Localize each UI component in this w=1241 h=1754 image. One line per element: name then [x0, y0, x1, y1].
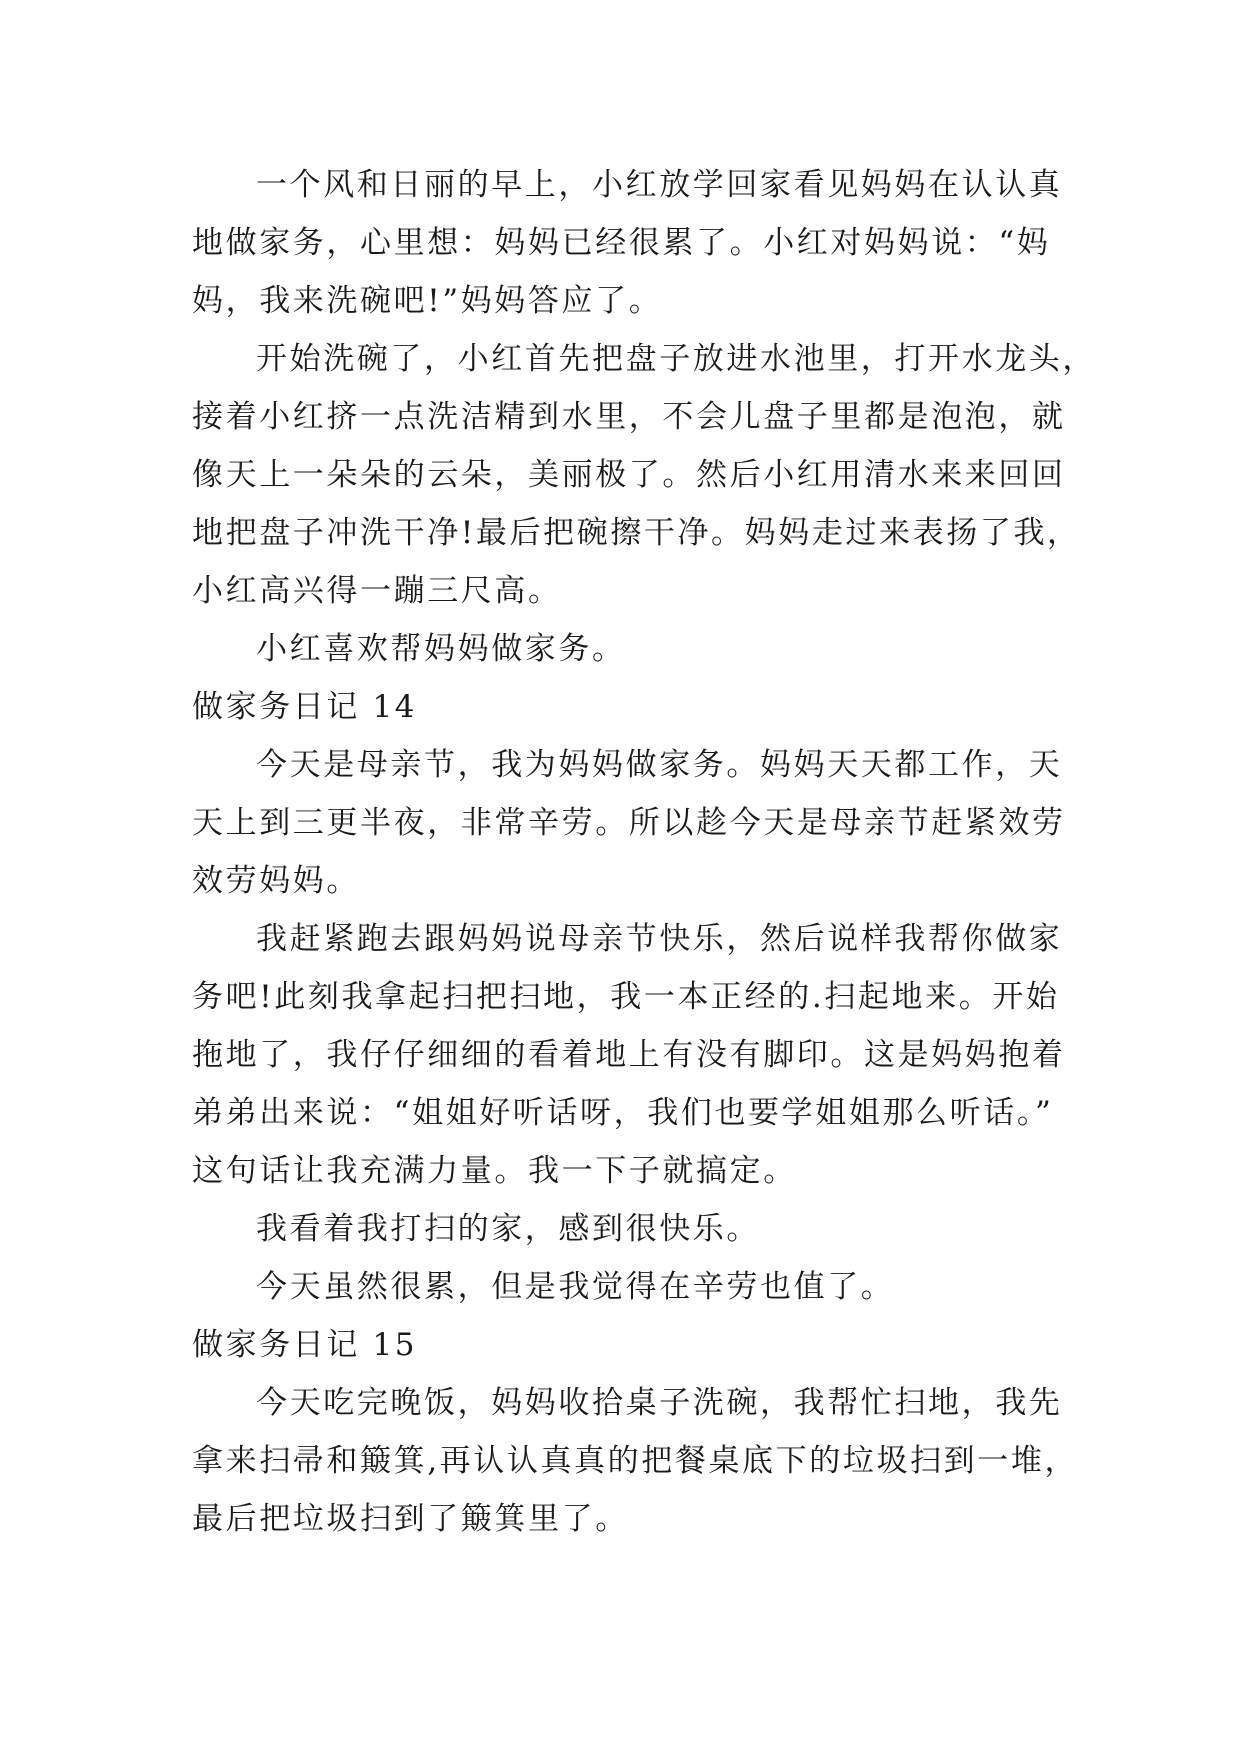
paragraph: [192, 1374, 1079, 1548]
paragraph-line: 拖地了，我仔仔细细的看着地上有没有脚印。这是妈妈抱着: [192, 1037, 1066, 1073]
paragraph-line: 今天虽然很累，但是我觉得在辛劳也值了。: [256, 1269, 895, 1305]
paragraph-line: 地把盘子冲洗干净!最后把碗擦干净。妈妈走过来表扬了我，: [192, 515, 1081, 551]
paragraph-line: 我赶紧跑去跟妈妈说母亲节快乐，然后说样我帮你做家: [256, 921, 1063, 957]
paragraph-line: 地做家务，心里想：妈妈已经很累了。小红对妈妈说：“妈: [192, 225, 1051, 261]
paragraph: [192, 910, 1066, 1200]
paragraph-line: 今天吃完晚饭，妈妈收拾桌子洗碗，我帮忙扫地，我先: [256, 1385, 1063, 1421]
document-body: [192, 156, 1096, 1548]
paragraph-line: 今天是母亲节，我为妈妈做家务。妈妈天天都工作，天: [256, 747, 1063, 783]
section-heading: 做家务日记 14: [192, 689, 418, 725]
paragraph: [192, 736, 1066, 910]
paragraph-line: 天上到三更半夜，非常辛劳。所以趁今天是母亲节赶紧效劳: [192, 805, 1066, 841]
paragraph-line: 这句话让我充满力量。我一下子就搞定。: [192, 1153, 797, 1189]
paragraph: [192, 330, 1096, 620]
paragraph-line: 务吧!此刻我拿起扫把扫地，我一本正经的.扫起地来。开始: [192, 979, 1060, 1015]
section-heading: 做家务日记 15: [192, 1327, 418, 1363]
paragraph-line: 像天上一朵朵的云朵，美丽极了。然后小红用清水来来回回: [192, 457, 1066, 493]
paragraph: [192, 620, 1054, 678]
paragraph-line: 小红高兴得一蹦三尺高。: [192, 573, 562, 609]
paragraph: [192, 1200, 1054, 1258]
paragraph-line: 一个风和日丽的早上，小红放学回家看见妈妈在认认真: [256, 167, 1063, 203]
paragraph-line: 弟弟出来说：“姐姐好听话呀，我们也要学姐姐那么听话。”: [192, 1095, 1054, 1131]
paragraph-line: 开始洗碗了，小红首先把盘子放进水池里，打开水龙头，: [256, 341, 1096, 377]
paragraph-line: 效劳妈妈。: [192, 863, 360, 899]
paragraph: [192, 156, 1063, 330]
paragraph: [192, 1258, 1054, 1316]
paragraph-line: 拿来扫帚和簸箕,再认认真真的把餐桌底下的垃圾扫到一堆，: [192, 1443, 1079, 1479]
paragraph-line: 最后把垃圾扫到了簸箕里了。: [192, 1501, 629, 1537]
paragraph-line: 我看着我打扫的家，感到很快乐。: [256, 1211, 760, 1247]
paragraph-line: 接着小红挤一点洗洁精到水里，不会儿盘子里都是泡泡，就: [192, 399, 1066, 435]
paragraph-line: 妈，我来洗碗吧!”妈妈答应了。: [192, 283, 663, 319]
paragraph-line: 小红喜欢帮妈妈做家务。: [256, 631, 626, 667]
